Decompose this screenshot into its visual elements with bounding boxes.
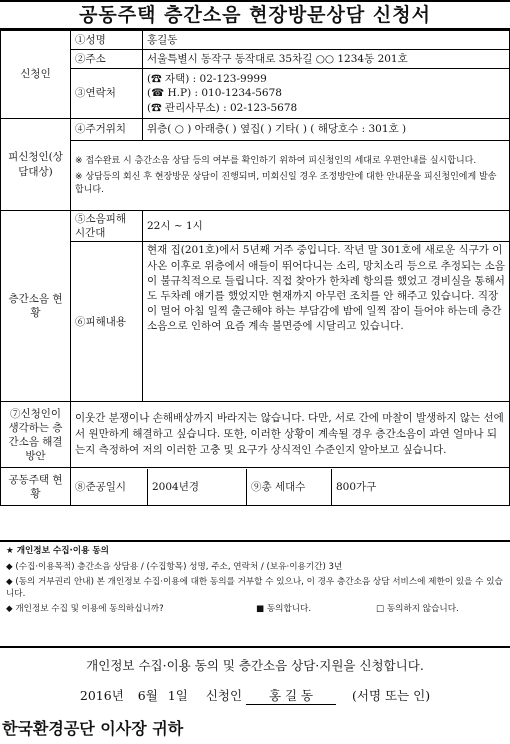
address-value: 서울특별시 동작구 동작대로 35차길 ○○ 1234동 201호 xyxy=(143,50,510,69)
name-label: ①성명 xyxy=(71,31,143,50)
signature-line xyxy=(0,686,510,705)
address-label: ②주소 xyxy=(71,50,143,69)
sign-year: 2016년 xyxy=(79,688,124,703)
privacy-item-2: ◆ (동의 거부권리 안내) 본 개인정보 수집·이용에 대한 동의를 거부할 수 있으나, 이 경우 층간소음 상담 서비스에 제한이 있을 수 있습니다. xyxy=(6,577,503,599)
privacy-question: ◆ 개인정보 수집 및 이용에 동의하십니까? xyxy=(6,604,164,615)
disagree-checkbox[interactable]: □ 동의하지 않습니다. xyxy=(376,604,459,615)
applicant-sign-name[interactable]: 홍 길 동 xyxy=(246,686,336,705)
phone-office: (☎ 관리사무소) : 02-123-5678 xyxy=(147,101,298,114)
respondent-note-2: ※ 상담등의 회신 후 현장방문 상담이 진행되며, 미회신일 경우 조정방안에 대한 안내문을 피신청인에게 발송합니다. xyxy=(75,172,497,195)
sign-month: 6월 xyxy=(137,688,158,703)
complex-section-label: 공동주택 현황 xyxy=(1,468,71,506)
phone-home: (☎ 자택) : 02-123-9999 xyxy=(147,73,267,86)
location-label: ④주거위치 xyxy=(71,119,143,141)
contact-label: ③연락처 xyxy=(71,69,143,119)
contact-values xyxy=(143,69,510,119)
respondent-notes xyxy=(71,141,510,211)
year-label: ⑧준공일시 xyxy=(71,469,148,505)
applicant-section-label: 신청인 xyxy=(1,31,71,119)
time-value: 22시 ~ 1시 xyxy=(143,211,510,242)
respondent-section-label: 피신청인(상담대상) xyxy=(1,119,71,211)
privacy-consent xyxy=(0,540,510,648)
respondent-note-1: ※ 접수완료 시 층간소음 상담 등의 여부를 확인하기 위하여 피신청인의 세대로 우편안내를 실시합니다. xyxy=(75,156,477,167)
privacy-item-1: ◆ (수집·이용목적) 층간소음 상담용 / (수집항목) 성명, 주소, 연락처 / (보유·이용기간) 3년 xyxy=(6,561,343,572)
application-form xyxy=(0,30,510,506)
request-value: 이웃간 분쟁이나 손해배상까지 바라지는 않습니다. 다만, 서로 간에 마찰이 발생하지 않는 선에서 원만하게 해결하고 싶습니다. 또한, 이러한 상황이 계속될 경우 층간소음이 과연 얼마나 되는지 측정하여 저의 이러한 고충 및 요구가 상식적인 수준인지 알아보고 싶습니다. xyxy=(71,402,510,468)
units-value: 800가구 xyxy=(336,480,377,493)
phone-mobile: (☎ H.P) : 010-1234-5678 xyxy=(147,87,282,100)
privacy-heading: ★ 개인정보 수집·이용 동의 xyxy=(6,546,109,556)
damage-value: 현재 집(201호)에서 5년째 거주 중입니다. 작년 말 301호에 새로운 식구가 이사온 이후로 위층에서 애들이 뛰어다니는 소리, 망치소리 등으로 추정되는 소음이 불규칙적으로 들립니다. 직접 찾아가 한차례 항의를 했었고 경비실을 통해서도 두차례 얘기를 했었지만 현재까지 아무런 조치를 안 해주고 있습니다. 직장이 멀어 아침 일찍 출근해야 하는 부담감에 밤에 일찍 잠이 들어야 하는데 층간소음으로 인하여 요즘 계속 불면증에 시달리고 있습니다. xyxy=(143,242,510,402)
damage-label: ⑥피해내용 xyxy=(71,242,143,402)
year-value: 2004년경 xyxy=(148,469,247,505)
privacy-question-row xyxy=(6,604,504,616)
location-value: 위층( ○ ) 아래층( ) 옆집( ) 기타( ) ( 해당호수 : 301호 ) xyxy=(143,119,510,141)
complex-info xyxy=(71,468,510,506)
noise-section-label: 층간소음 현황 xyxy=(1,211,71,402)
sign-day: 1일 xyxy=(167,688,188,703)
request-label: ⑦신청인이 생각하는 층간소음 해결방안 xyxy=(1,402,71,468)
addressee: 한국환경공단 이사장 귀하 xyxy=(2,719,184,738)
form-title: 공동주택 층간소음 현장방문상담 신청서 xyxy=(0,0,510,30)
agree-checkbox[interactable]: ■ 동의합니다. xyxy=(256,604,312,615)
time-label: ⑤소음피해 시간대 xyxy=(71,211,143,242)
name-value: 홍길동 xyxy=(143,31,510,50)
sign-note: (서명 또는 인) xyxy=(352,688,431,703)
apply-statement: 개인정보 수집·이용 동의 및 층간소음 상담·지원을 신청합니다. xyxy=(86,658,424,673)
units-label: ⑨총 세대수 xyxy=(247,469,332,505)
applicant-sign-label: 신청인 xyxy=(205,688,243,703)
